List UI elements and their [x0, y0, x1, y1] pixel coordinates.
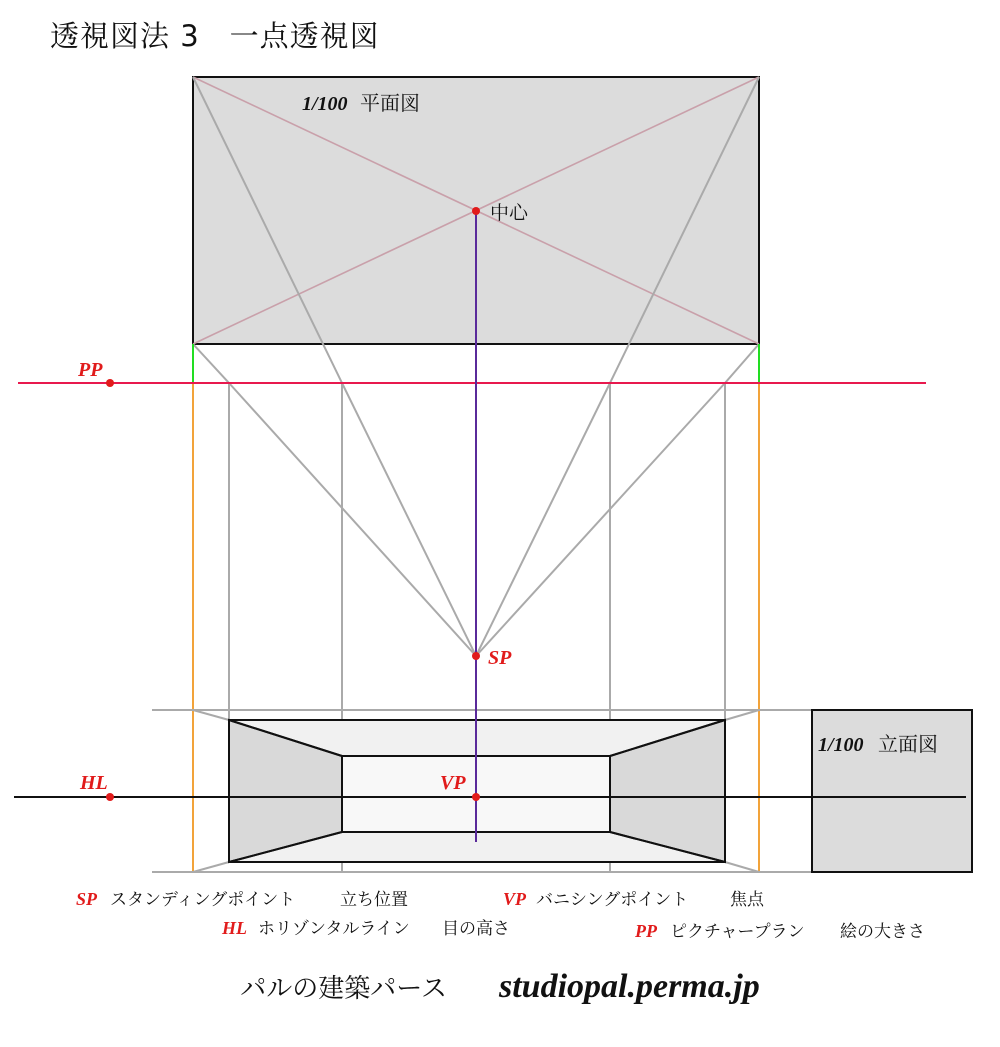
legend-hl-abbr: HL — [222, 918, 247, 938]
footer — [0, 968, 1000, 1006]
legend-sp-meaning: 立ち位置 — [340, 890, 408, 910]
vp-label: VP — [440, 772, 466, 794]
elevation-scale-label: 1/100 — [818, 734, 864, 756]
hl-point — [106, 793, 114, 801]
center-label: 中心 — [490, 202, 529, 224]
sp-label: SP — [488, 647, 512, 669]
page-title: 透視図法 3 一点透視図 — [50, 19, 380, 53]
legend-pp-meaning: 絵の大きさ — [840, 922, 925, 942]
legend-sp-abbr: SP — [76, 889, 98, 909]
legend-pp-term: ピクチャープラン — [670, 922, 805, 942]
center-point — [472, 207, 480, 215]
legend — [76, 889, 925, 942]
legend-hl-meaning: 目の高さ — [442, 919, 510, 939]
plan-scale-label: 1/100 — [302, 93, 348, 115]
vp-point — [472, 793, 480, 801]
legend-sp-term: スタンディングポイント — [110, 890, 296, 910]
pp-label: PP — [78, 359, 103, 381]
elevation-name-label: 立面図 — [878, 732, 938, 756]
pp-point — [106, 379, 114, 387]
footer-brand: パルの建築パース — [240, 974, 447, 1004]
sp-point — [472, 652, 480, 660]
legend-vp-meaning: 焦点 — [730, 890, 764, 910]
legend-vp-abbr: VP — [503, 889, 527, 909]
footer-url[interactable]: studiopal.perma.jp — [499, 968, 760, 1005]
plan-name-label: 平面図 — [360, 91, 420, 115]
legend-vp-term: バニシングポイント — [536, 890, 689, 910]
legend-hl-term: ホリゾンタルライン — [258, 919, 410, 939]
legend-pp-abbr: PP — [635, 921, 657, 941]
hl-label: HL — [80, 772, 108, 794]
